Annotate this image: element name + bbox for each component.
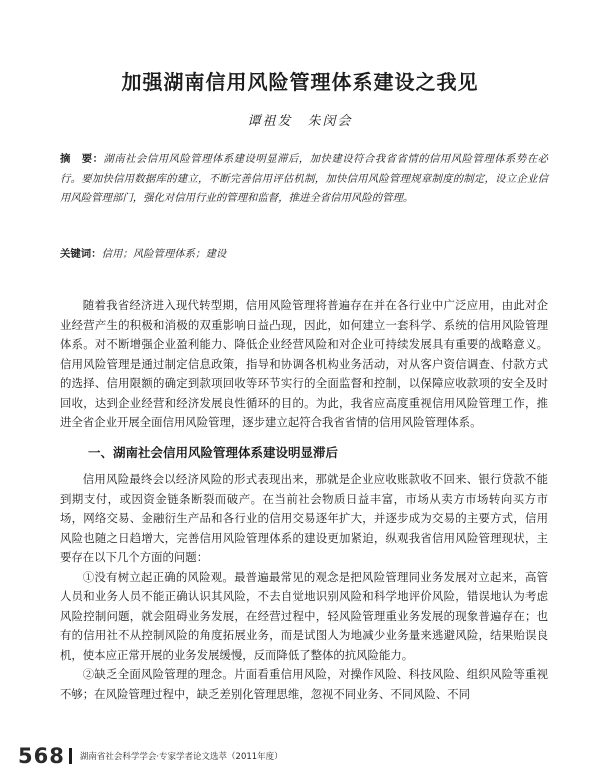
abstract-text: 湖南社会信用风险管理体系建设明显滞后，加快建设符合我省省情的信用风险管理体系势在必行。要加快信用数据库的建立，不断完善信用评估机制，加快信用风险管理规章制度的制定，设立企业信用风险管理部门，强化对信用行业的管理和监督，推进全省信用风险的管理。 (60, 153, 548, 204)
body-paragraph: ①没有树立起正确的风险观。最普遍最常见的观念是把风险管理同业务发展对立起来，高管人员和业务人员不能正确认识其风险，不去自觉地识别风险和科学地评价风险，错误地认为考虑风险控制问题，就会阻碍业务发展，在经营过程中，轻风险管理重业务发展的现象普遍存在；也有的信用社不从控制风险的角度拓展业务，而是试图人为地减少业务量来逃避风险，结果贻误良机，使本应正常开展的业务发展缓慢，反而降低了整体的抗风险能力。 (60, 569, 548, 662)
abstract-label: 摘 要： (60, 153, 104, 165)
article-title: 加强湖南信用风险管理体系建设之我见 (121, 70, 479, 94)
keywords-label: 关键词： (60, 248, 102, 260)
section-body (60, 470, 548, 704)
body-paragraph: ②缺乏全面风险管理的理念。片面看重信用风险，对操作风险、科技风险、组织风险等重视不够；在风险管理过程中，缺乏差别化管理思维，忽视不同业务、不同风险、不同 (60, 667, 548, 701)
keywords-block (60, 245, 548, 264)
section-heading: 一、湖南社会信用风险管理体系建设明显滞后 (88, 445, 339, 460)
footer-divider (69, 748, 72, 764)
article-authors: 谭祖发 朱闵会 (247, 114, 353, 129)
body-paragraph: 信用风险最终会以经济风险的形式表现出来，那就是企业应收账款收不回来、银行贷款不能到期支付，或因资金链条断裂而破产。在当前社会物质日益丰富，市场从卖方市场转向买方市场，网络交易、金融衍生产品和各行业的信用交易逐年扩大，并逐步成为交易的主要方式，信用风险也随之日趋增大，完善信用风险管理体系的建设更加紧迫，纵观我省信用风险管理现状，主要存在以下几个方面的问题： (60, 472, 548, 564)
keywords-text: 信用；风险管理体系；建设 (101, 248, 227, 260)
page-number: 568 (18, 744, 65, 768)
journal-name: 湖南省社会科学学会·专家学者论文选萃（2011年度） (79, 752, 283, 762)
page-footer (18, 744, 598, 768)
abstract-block (60, 150, 548, 209)
intro-paragraph: 随着我省经济进入现代转型期，信用风险管理将普遍存在并在各行业中广泛应用，由此对企业经营产生的积极和消极的双重影响日益凸现，因此，如何建立一套科学、系统的信用风险管理体系。对不断增强企业盈利能力、降低企业经营风险和对企业可持续发展具有重要的战略意义。信用风险管理是通过制定信息政策，指导和协调各机构业务活动，对从客户资信调查、付款方式的选择、信用限额的确定到款项回收等环节实行的全面监督和控制，以保障应收款项的安全及时回收，达到企业经营和经济发展良性循环的目的。为此，我省应高度重视信用风险管理工作，推进全省企业开展全面信用风险管理，逐步建立起符合我省省情的信用风险管理体系。 (60, 298, 548, 429)
